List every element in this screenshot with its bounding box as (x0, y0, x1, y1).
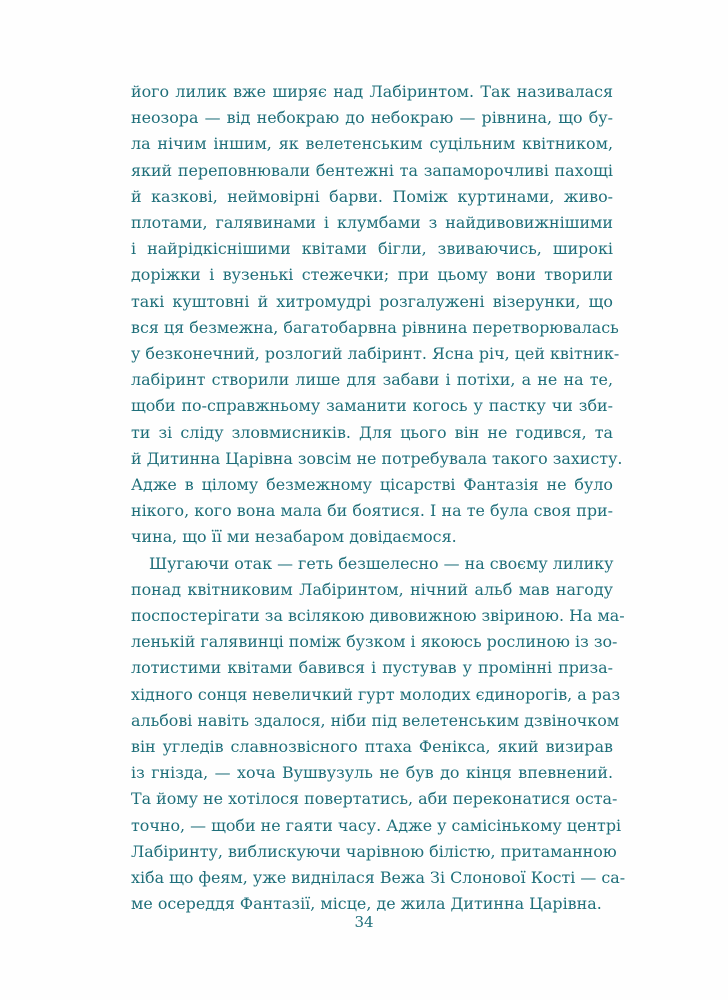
page-number: 34 (354, 913, 374, 931)
paragraph-2-line: він угледів славнозвісного птаха Фенікса, який визирав (131, 737, 613, 757)
paragraph-2-line: точно, — щоби не гаяти часу. Адже у самісінькому центрі (131, 815, 622, 835)
paragraph-1-line: його лилик вже ширяє над Лабіринтом. Так називалася (131, 82, 613, 101)
paragraph-1-line: неозора — від небокраю до небокраю — рівнина, що бу- (131, 108, 613, 128)
paragraph-1-line: ти зі сліду зловмисників. Для цього він не годився, та (131, 422, 613, 442)
paragraph-2-line: поспостерігати за всілякою дивовижною звіриною. На ма- (131, 606, 625, 626)
paragraph-2-line: із гнізда, — хоча Вушвузуль не був до кінця впевнений. (131, 763, 613, 783)
paragraph-1-line: й казкові, неймовірні барви. Поміж куртинами, живо- (131, 186, 613, 206)
paragraph-1-line: щоби по-справжньому заманити когось у пастку чи зби- (131, 396, 613, 416)
paragraph-1-line: лабіринт створили лише для забави і потіхи, а не на те, (131, 370, 613, 390)
paragraph-1-line: плотами, галявинами і клумбами з найдивовижнішими (131, 213, 613, 233)
paragraph-1-line: доріжки і вузенькі стежечки; при цьому вони творили (131, 265, 613, 285)
paragraph-1-line: ла нічим іншим, як велетенським суцільним квітником, (131, 134, 613, 154)
paragraph-1-line: такі куштовні й хитромудрі розгалужені візерунки, що (131, 291, 613, 311)
paragraph-2-line: хідного сонця невеличкий гурт молодих єдинорогів, а раз (131, 684, 621, 704)
paragraph-1-line: чина, що її ми незабаром довідаємося. (131, 527, 457, 547)
paragraph-1-line: у безконечний, розлогий лабіринт. Ясна річ, цей квітник- (131, 344, 620, 364)
paragraph-1-line: нікого, кого вона мала би боятися. І на те була своя при- (131, 501, 613, 521)
paragraph-2-line: Шугаючи отак — геть безшелесно — на своєму лилику (149, 553, 614, 573)
paragraph-2-line: ме осереддя Фантазії, місце, де жила Дитинна Царівна. (131, 894, 602, 914)
paragraph-2-line: Та йому не хотілося повертатись, аби переконатися оста- (131, 789, 618, 809)
paragraph-1-line: й Дитинна Царівна зовсім не потребувала такого захисту. (131, 448, 623, 468)
paragraph-2-line: понад квітниковим Лабіринтом, нічний альб мав нагоду (131, 579, 613, 599)
body-text (131, 79, 626, 918)
paragraph-1-line: який переповнювали бентежні та запаморочливі пахощі (131, 160, 613, 180)
paragraph-2-line: Лабіринту, виблискуючи чарівною білістю, притаманною (131, 841, 617, 861)
paragraph-2-line: хіба що феям, уже виднілася Вежа Зі Слонової Кості — са- (131, 868, 626, 888)
paragraph-2-line: ленькій галявинці поміж бузком і якоюсь рослиною із зо- (131, 632, 618, 652)
paragraph-2-line: лотистими квітами бавився і пустував у промінні приза- (131, 658, 613, 678)
paragraph-1-line: вся ця безмежна, багатобарвна рівнина перетворювалась (131, 317, 619, 337)
paragraph-2-line: альбові навіть здалося, ніби під велетенським дзвіночком (131, 710, 620, 730)
paragraph-1-line: Адже в цілому безмежному цісарстві Фантазія не було (131, 475, 613, 495)
paragraph-1-line: і найрідкіснішими квітами бігли, звиваючись, широкі (131, 239, 613, 259)
